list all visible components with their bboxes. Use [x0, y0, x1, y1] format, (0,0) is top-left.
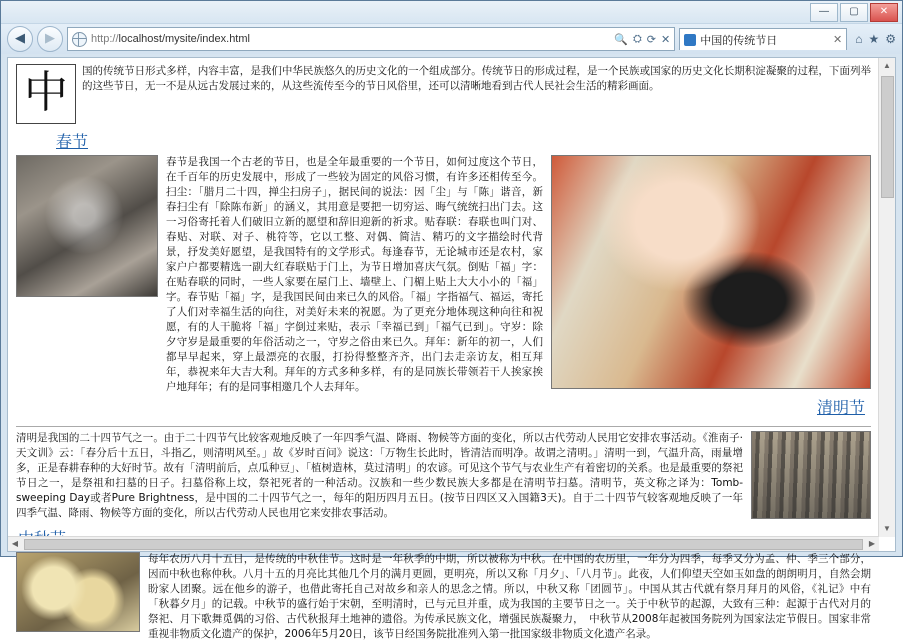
intro-paragraph: 国的传统节日形式多样，内容丰富，是我们中华民族悠久的历史文化的一个组成部分。传统节日的形成过程，是一个民族或国家的历史文化长期积淀凝聚的过程，下面列举的这些节日，无一不是从远古发展过来的，从这些流传至今的节日风俗里，还可以清晰地看到古代人民社会生活的精彩画面。	[82, 65, 871, 92]
close-button[interactable]: ✕	[870, 3, 898, 22]
tools-icon[interactable]: ⚙	[885, 32, 896, 46]
tomb-sweeping-photo	[751, 431, 871, 519]
section-qingming	[16, 395, 871, 420]
spring-festival-body	[16, 155, 871, 395]
url-rest: localhost/mysite/index.html	[118, 33, 250, 45]
url-scheme: http://	[91, 33, 119, 45]
compatibility-view-icon[interactable]: ⛭	[632, 32, 642, 45]
qingming-text: 清明是我国的二十四节气之一。由于二十四节气比较客观地反映了一年四季气温、降雨、物候等方面的变化，所以古代劳动人民用它安排农事活动。《淮南子·天文训》云：「春分后十五日，斗指乙，则清明风至。」故《岁时百问》说这：「万物生长此时，皆清洁而明净。故谓之清明。」清明一到，气温升高，雨量增多，正是春耕春种的大好时节。故有「清明前后，点瓜种豆」、「植树造林，莫过清明」的农谚。可见这个节气与农业生产有着密切的关系。也是最重要的祭祀节日之一，是祭祖和扫墓的日子。扫墓俗称上坟，祭祀死者的一种活动。汉族和一些少数民族大多都是在清明节扫墓。清明节，英文称之译为：Tomb-sweeping Day或者Pure Brightness，是中国的二十四节气之一，每年的阳历四月五日。(按节日四区又入国籍3天)。自于二十四节气较客观地反映了一年四季气温、降雨、物候等方面的变化，所以古代劳动人民也用它来安排农事活动。	[16, 432, 743, 519]
search-icon[interactable]: 🔍	[614, 33, 628, 46]
minimize-button[interactable]: —	[810, 3, 838, 22]
midautumn-text: 每年农历八月十五日，是传统的中秋佳节。这时是一年秋季的中期，所以被称为中秋。在中国的农历里，一年分为四季，每季又分为孟、仲、季三个部分，因而中秋也称仲秋。八月十五的月亮比其他几个月的满月更圆，更明亮，所以又称「月夕」、「八月节」。此夜，人们仰望天空如玉如盘的朗朗明月，自然会期盼家人团聚。远在他乡的游子，也借此寄托自己对故乡和亲人的思念之情。所以，中秋又称「团圆节」。中国从其古代就有祭月拜月的风俗，《礼记》中有「秋暮夕月」的记载。中秋节的盛行始于宋朝，至明清时，已与元旦并重，成为我国的主要节日之一。关于中秋节的起源，大致有三种：起源于古代对月的祭祀、月下歌舞觅偶的习俗、古代秋报拜土地神的遗俗。为传承民族文化，增强民族凝聚力， 中秋节从2008年起被国务院列为国家法定节假日。国家非常重视非物质文化遗产的保护，2006年5月20日，该节日经国务院批准列入第一批国家级非物质文化遗产名录。	[148, 553, 871, 640]
window-controls	[810, 3, 898, 22]
mooncake-photo	[16, 552, 140, 632]
scroll-down-button[interactable]: ▼	[879, 521, 895, 537]
navigation-bar	[1, 24, 902, 54]
qingming-body	[16, 431, 871, 521]
drop-cap: 中	[16, 64, 76, 124]
tab-close-icon[interactable]: ✕	[833, 34, 843, 46]
vertical-scrollbar[interactable]	[878, 58, 895, 537]
favorites-icon[interactable]: ★	[868, 32, 880, 46]
scroll-left-button[interactable]: ◀	[8, 537, 22, 551]
stop-icon[interactable]: ✕	[661, 33, 671, 46]
address-text	[91, 33, 610, 45]
midautumn-body	[16, 552, 871, 642]
section-title-spring[interactable]: 春节	[56, 132, 89, 151]
scroll-right-button[interactable]: ▶	[865, 537, 879, 551]
toolbar-icons	[851, 32, 896, 46]
page-content	[8, 58, 879, 640]
spring-festival-text: 春节是我国一个古老的节日，也是全年最重要的一个节日，如何过度这个节日，在千百年的历史发展中，形成了一些较为固定的风俗习惯，有许多还相传至今。扫尘：「腊月二十四，掸尘扫房子」，据民间的说法：因「尘」与「陈」谐音，新春扫尘有「除陈布新」的涵义，其用意是要把一切穷运、晦气统统扫出门去。这一习俗寄托着人们破旧立新的愿望和辞旧迎新的祈求。贴春联：春联也叫门对、春贴、对联、对子、桃符等，它以工整、对偶、简洁、精巧的文字描绘时代背景，抒发美好愿望，是我国特有的文学形式。每逢春节，无论城市还是农村，家家户户都要精选一副大红春联贴于门上，为节日增加喜庆气氛。倒贴「福」字：在贴春联的同时，一些人家要在屋门上、墙壁上、门楣上贴上大大小小的「福」字。春节贴「福」字，是我国民间由来已久的风俗。「福」字指福气、福运，寄托了人们对幸福生活的向往，对美好未来的祝愿。为了更充分地体现这种向往和祝愿，有的人干脆将「福」字倒过来贴，表示「幸福已到」「福气已到」。守岁：除夕守岁是最重要的年俗活动之一，守岁之俗由来已久。拜年：新年的初一，人们都早早起来，穿上最漂亮的衣服，打扮得整整齐齐，出门去走亲访友，相互拜年，恭祝来年大吉大利。拜年的方式多种多样，有的是同族长带领若干人挨家挨户地拜年；有的是同事相邀几个人去拜年。	[166, 156, 543, 393]
vertical-scroll-thumb[interactable]	[881, 76, 894, 198]
forward-button[interactable]: ▶	[37, 26, 63, 52]
intro-section	[16, 64, 871, 124]
lantern-photo	[16, 155, 158, 297]
address-bar[interactable]	[67, 27, 675, 51]
section-title-qingming[interactable]: 清明节	[816, 398, 865, 417]
section-spring-festival	[16, 124, 871, 395]
horizontal-scrollbar[interactable]	[8, 536, 879, 551]
horizontal-scroll-thumb[interactable]	[24, 539, 863, 550]
globe-icon	[72, 32, 87, 47]
maximize-button[interactable]: ▢	[840, 3, 868, 22]
section-divider	[16, 426, 871, 427]
tab-title: 中国的传统节日	[700, 33, 778, 47]
page-viewport	[7, 57, 896, 640]
new-year-boy-photo	[551, 155, 871, 389]
back-button[interactable]: ◀	[7, 26, 33, 52]
title-bar	[1, 1, 902, 24]
home-icon[interactable]: ⌂	[855, 32, 863, 46]
browser-tab[interactable]	[679, 28, 847, 50]
scroll-up-button[interactable]: ▲	[879, 58, 895, 74]
refresh-icon[interactable]: ⟳	[646, 33, 656, 46]
tab-favicon-icon	[684, 34, 696, 46]
address-bar-icons	[614, 33, 670, 46]
